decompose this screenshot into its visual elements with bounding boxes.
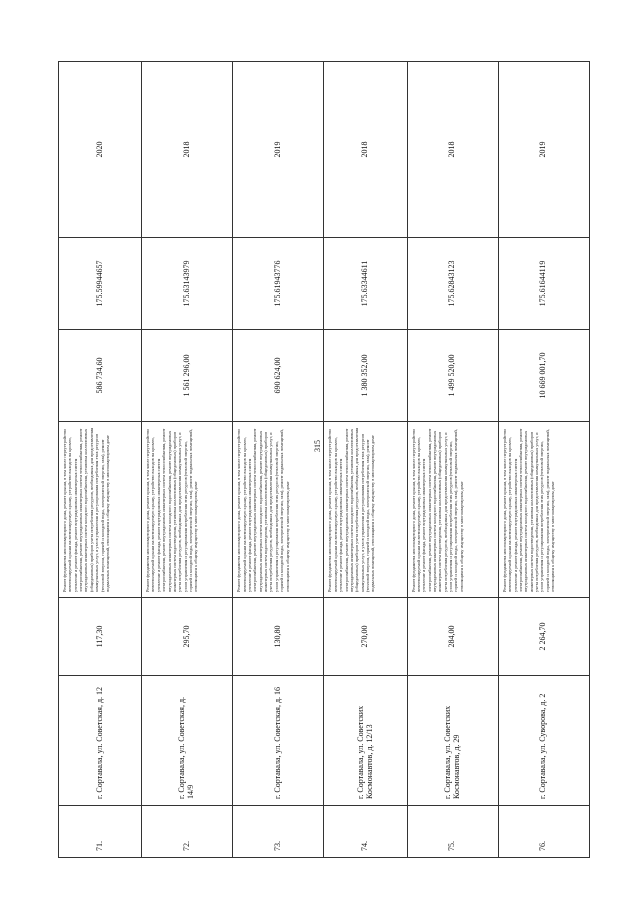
row-cost: 10 669 001,70 [498, 330, 589, 422]
row-number: 74. [324, 806, 407, 858]
row-code: 175.63143979 [142, 238, 233, 330]
table-wrapper [58, 62, 590, 858]
row-code: 175.63344611 [324, 238, 407, 330]
row-address: г. Сортавала, ул. Советская, д. 16 [233, 676, 324, 806]
row-number: 73. [233, 806, 324, 858]
row-number: 75. [407, 806, 498, 858]
row-code: 175.62843123 [407, 238, 498, 330]
row-description: Ремонт фундамента многоквартирного дома, ремонт крыши, в том числе переустройство невентилируемой крыши на вентилируемую крышу, устройство выходов на кровлю, утепление и ремонт фасада, ремонт внутридомовых инженерных систем электроснабжения, ремонт внутридомовых инженерных систем теплоснабжения, ремонт внутридомовых инженерных систем холодного водоснабжения, установка коллективных (общедомовых) приборов учета потребления ресурсов, необходимых для предоставления коммунальных услуг, и узлов управления и регулирования потребления этих ресурсов (тепловой энергии, горячей и холодной воды, электрической энергии, газа), ремонт подвальных помещений, относящихся к общему имуществу в многоквартирном доме [324, 422, 407, 598]
row-address: г. Сортавала, ул. Суворова, д. 2 [498, 676, 589, 806]
row-year: 2019 [498, 62, 589, 238]
row-area: 295,70 [142, 598, 233, 676]
row-cost: 1 499 520,00 [407, 330, 498, 422]
row-cost: 1 561 296,00 [142, 330, 233, 422]
row-address: г. Сортавала, ул. Советских Космонавтов, д. 12/13 [324, 676, 407, 806]
rotated-table-container [58, 62, 590, 858]
row-description: Ремонт фундамента многоквартирного дома, ремонт крыши, в том числе переустройство невентилируемой крыши на вентилируемую крышу, устройство выходов на кровлю, утепление и ремонт фасада, ремонт внутридомовых инженерных систем электроснабжения, ремонт внутридомовых инженерных систем теплоснабжения, ремонт внутридомовых инженерных систем холодного водоснабжения, ремонт внутридомовых инженерных систем водоотведения, установка коллективных (общедомовых) приборов учета потребления ресурсов, необходимых для предоставления коммунальных услуг, и узлов управления и регулирования потребления этих ресурсов (тепловой энергии, горячей и холодной воды, электрической энергии, газа), ремонт подвальных помещений, относящихся к общему имуществу в многоквартирном доме [407, 422, 498, 598]
table-row [233, 62, 324, 858]
repair-program-table [58, 61, 590, 858]
row-code: 175.61943776 [233, 238, 324, 330]
row-description: Ремонт фундамента многоквартирного дома, ремонт крыши, в том числе переустройство невентилируемой крыши на вентилируемую крышу, устройство выходов на кровлю, утепление и ремонт фасада, ремонт внутридомовых инженерных систем электроснабжения, ремонт внутридомовых инженерных систем теплоснабжения, ремонт внутридомовых инженерных систем холодного водоснабжения, ремонт внутридомовых инженерных систем водоотведения, установка коллективных (общедомовых) приборов учета потребления ресурсов, необходимых для предоставления коммунальных услуг, и узлов управления и регулирования потребления этих ресурсов (тепловой энергии, горячей и холодной воды, электрической энергии, газа), ремонт подвальных помещений, относящихся к общему имуществу в многоквартирном доме [142, 422, 233, 598]
row-cost: 690 624,00 [233, 330, 324, 422]
row-year: 2018 [324, 62, 407, 238]
page-number: 315 [313, 440, 322, 452]
row-area: 130,80 [233, 598, 324, 676]
row-description: Ремонт фундамента многоквартирного дома, ремонт крыши, в том числе переустройство невентилируемой крыши на вентилируемую крышу, устройство выходов на кровлю, утепление и ремонт фасада, ремонт внутридомовых инженерных систем электроснабжения, ремонт внутридомовых инженерных систем теплоснабжения, ремонт внутридомовых инженерных систем холодного водоснабжения, ремонт внутридомовых инженерных систем водоотведения, установка коллективных (общедомовых) приборов учета потребления ресурсов, необходимых для предоставления коммунальных услуг, и узлов управления и регулирования потребления этих ресурсов (тепловой энергии, горячей и холодной воды, электрической энергии, газа), ремонт подвальных помещений, относящихся к общему имуществу в многоквартирном доме [233, 422, 324, 598]
row-address: г. Сортавала, ул. Советская, д. 14/9 [142, 676, 233, 806]
row-year: 2020 [59, 62, 142, 238]
row-description: Ремонт фундамента многоквартирного дома, ремонт крыши, в том числе переустройство невентилируемой крыши на вентилируемую крышу, устройство выходов на кровлю, утепление и ремонт фасада, ремонт внутридомовых инженерных систем электроснабжения, ремонт внутридомовых инженерных систем теплоснабжения, ремонт внутридомовых инженерных систем холодного водоснабжения, установка коллективных (общедомовых) приборов учета потребления ресурсов, необходимых для предоставления коммунальных услуг, и узлов управления и регулирования потребления этих ресурсов (тепловой энергии, горячей и холодной воды, электрической энергии, газа), ремонт подвальных помещений, относящихся к общему имуществу в многоквартирном доме [59, 422, 142, 598]
table-row [324, 62, 407, 858]
row-cost: 1 380 352,00 [324, 330, 407, 422]
table-row [59, 62, 142, 858]
row-number: 76. [498, 806, 589, 858]
row-address: г. Сортавала, ул. Советская, д. 12 [59, 676, 142, 806]
row-description: Ремонт фундамента многоквартирного дома, ремонт крыши, в том числе переустройство невентилируемой крыши на вентилируемую крышу, устройство выходов на кровлю, утепление и ремонт фасада, ремонт внутридомовых инженерных систем электроснабжения, ремонт внутридомовых инженерных систем теплоснабжения, ремонт внутридомовых инженерных систем холодного водоснабжения, ремонт внутридомовых инженерных систем водоотведения, установка коллективных (общедомовых) приборов учета потребления ресурсов, необходимых для предоставления коммунальных услуг, и узлов управления и регулирования потребления этих ресурсов (тепловой энергии, горячей и холодной воды, электрической энергии, газа), ремонт подвальных помещений, относящихся к общему имуществу в многоквартирном доме [498, 422, 589, 598]
table-row [498, 62, 589, 858]
row-cost: 586 734,60 [59, 330, 142, 422]
row-number: 71. [59, 806, 142, 858]
row-number: 72. [142, 806, 233, 858]
row-area: 2 264,70 [498, 598, 589, 676]
row-code: 175.61644119 [498, 238, 589, 330]
table-row [142, 62, 233, 858]
row-code: 175.59944657 [59, 238, 142, 330]
row-year: 2018 [142, 62, 233, 238]
row-year: 2019 [233, 62, 324, 238]
table-row [407, 62, 498, 858]
row-area: 270,00 [324, 598, 407, 676]
row-address: г. Сортавала, ул. Советских Космонавтов, д. 29 [407, 676, 498, 806]
row-area: 284,00 [407, 598, 498, 676]
row-area: 117,30 [59, 598, 142, 676]
row-year: 2018 [407, 62, 498, 238]
